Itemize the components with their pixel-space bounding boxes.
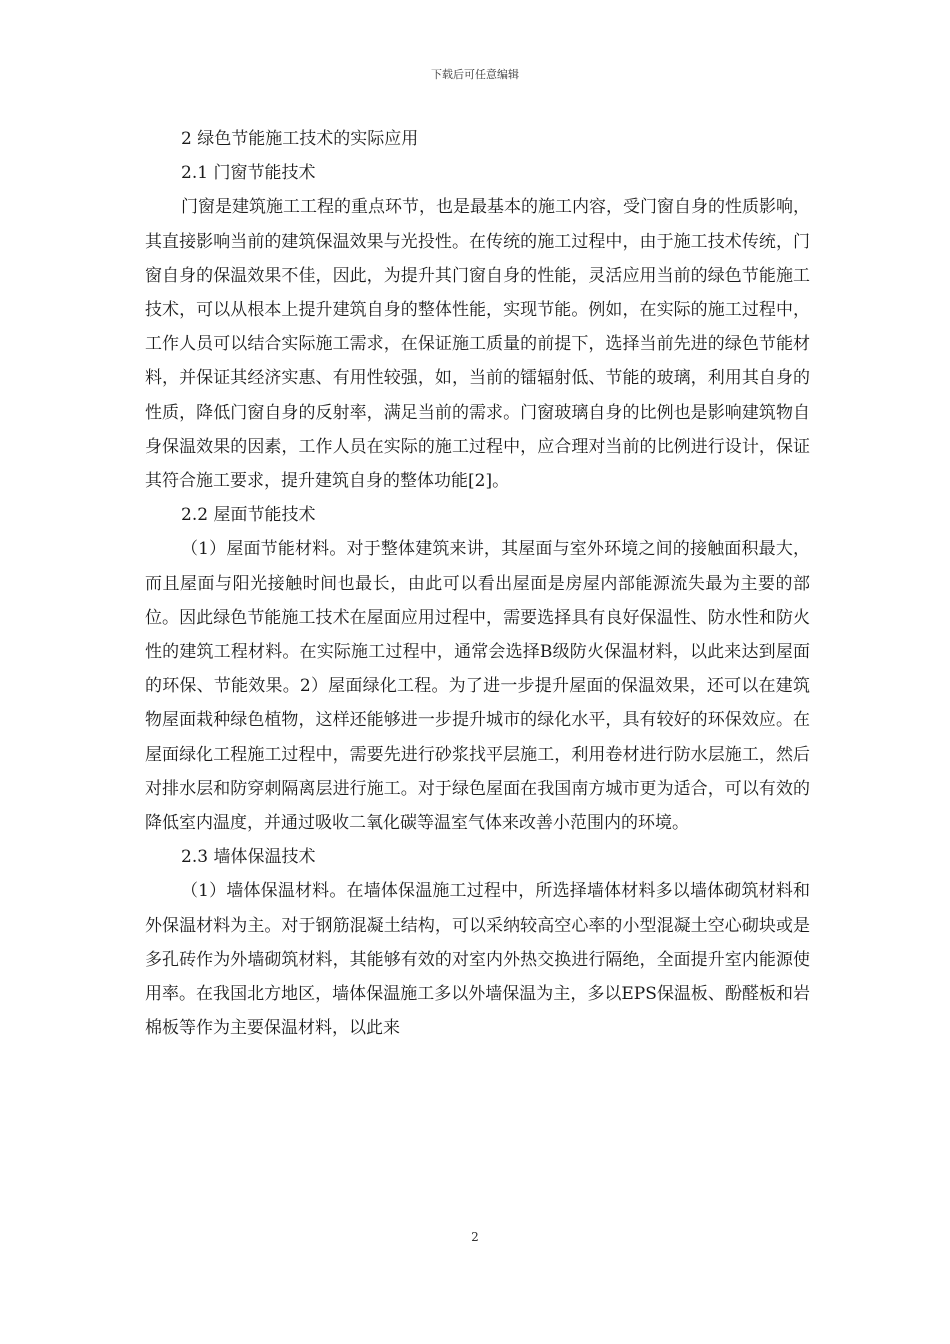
section-heading-2: 2 绿色节能施工技术的实际应用 [181,129,419,149]
paragraph-wall: （1）墙体保温材料。在墙体保温施工过程中，所选择墙体材料多以墙体砌筑材料和外保温材料为主。对于钢筋混凝土结构，可以采纳较高空心率的小型混凝土空心砌块或是多孔砖作为外墙砌筑材料，其能够有效的对室内外热交换进行隔绝，全面提升室内能源使用率。在我国北方地区，墙体保温施工多以外墙保温为主，多以EPS保温板、酚醛板和岩棉板等作为主要保温材料，以此来 [145,881,810,1039]
page-number: 2 [471,1230,479,1244]
paragraph-roof: （1）屋面节能材料。对于整体建筑来讲，其屋面与室外环境之间的接触面积最大，而且屋面与阳光接触时间也最长，由此可以看出屋面是房屋内部能源流失最为主要的部位。因此绿色节能施工技术在屋面应用过程中，需要选择具有良好保温性、防水性和防火性的建筑工程材料。在实际施工过程中，通常会选择B级防火保温材料，以此来达到屋面的环保、节能效果。2）屋面绿化工程。为了进一步提升屋面的保温效果，还可以在建筑物屋面栽种绿色植物，这样还能够进一步提升城市的绿化水平，具有较好的环保效应。在屋面绿化工程施工过程中，需要先进行砂浆找平层施工，利用卷材进行防水层施工，然后对排水层和防穿刺隔离层进行施工。对于绿色屋面在我国南方城市更为适合，可以有效的降低室内温度，并通过吸收二氧化碳等温室气体来改善小范围内的环境。 [145,539,810,834]
document-body [145,122,810,1045]
subsection-heading-2-2: 2.2 屋面节能技术 [181,505,316,526]
page-header: 下载后可任意编辑 [431,68,519,81]
paragraph-door-window: 门窗是建筑施工工程的重点环节，也是最基本的施工内容，受门窗自身的性质影响，其直接影响当前的建筑保温效果与光投性。在传统的施工过程中，由于施工技术传统，门窗自身的保温效果不佳，因此，为提升其门窗自身的性能，灵活应用当前的绿色节能施工技术，可以从根本上提升建筑自身的整体性能，实现节能。例如，在实际的施工过程中，工作人员可以结合实际施工需求，在保证施工质量的前提下，选择当前先进的绿色节能材料，并保证其经济实惠、有用性较强，如，当前的镭辐射低、节能的玻璃，利用其自身的性质，降低门窗自身的反射率，满足当前的需求。门窗玻璃自身的比例也是影响建筑物自身保温效果的因素，工作人员在实际的施工过程中，应合理对当前的比例进行设计，保证其符合施工要求，提升建筑自身的整体功能[2]。 [145,197,810,492]
subsection-heading-2-1: 2.1 门窗节能技术 [181,163,316,184]
subsection-heading-2-3: 2.3 墙体保温技术 [181,847,316,868]
